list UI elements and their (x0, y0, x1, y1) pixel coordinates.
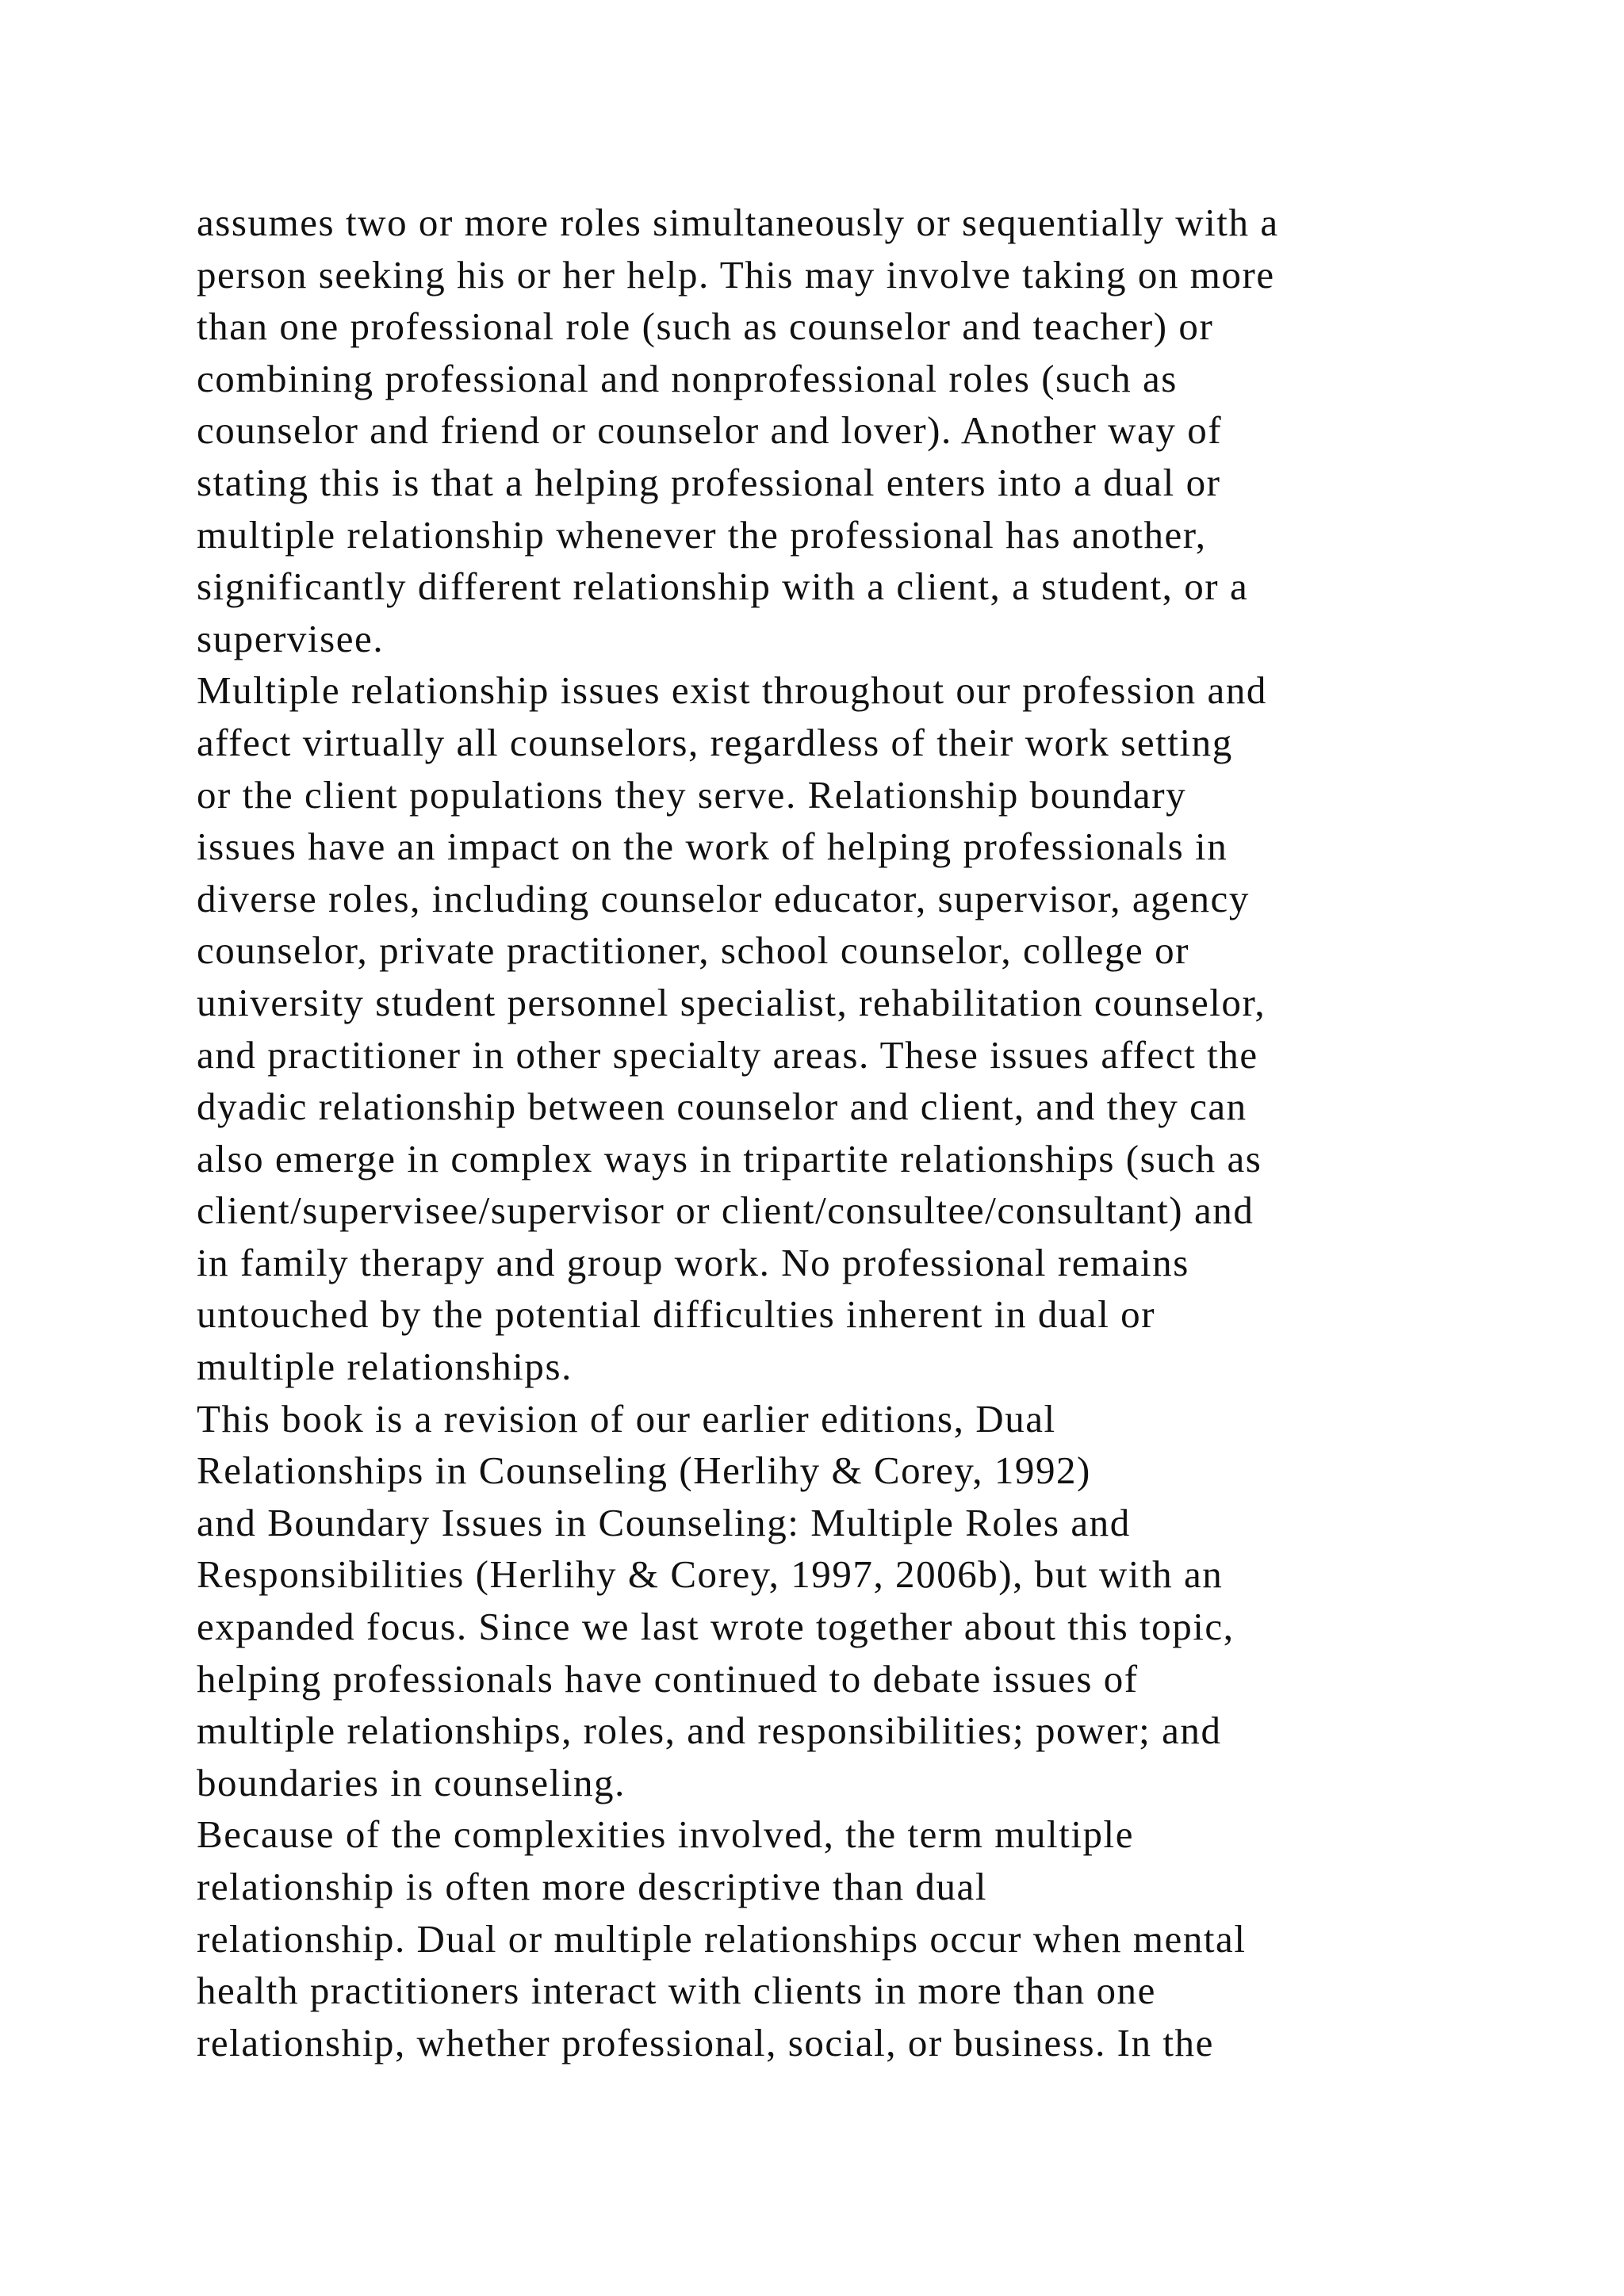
text-line: supervisee. (197, 616, 385, 660)
text-line: counselor and friend or counselor and lover). Another way of (197, 408, 1223, 453)
text-line: Responsibilities (Herlihy & Corey, 1997, 2006b), but with an (197, 1552, 1224, 1597)
text-line: client/supervisee/supervisor or client/consultee/consultant) and (197, 1188, 1254, 1233)
text-line: health practitioners interact with clients in more than one (197, 1969, 1156, 2013)
text-line: relationship is often more descriptive than dual (197, 1865, 987, 1908)
text-line: assumes two or more roles simultaneously or sequentially with a (197, 201, 1279, 244)
text-line: issues have an impact on the work of helping professionals in (197, 825, 1228, 869)
text-line: and practitioner in other specialty areas. These issues affect the (197, 1032, 1258, 1077)
text-line: person seeking his or her help. This may involve taking on more (197, 252, 1275, 297)
text-line: helping professionals have continued to debate issues of (197, 1656, 1139, 1701)
text-line: untouched by the potential difficulties inherent in dual or (197, 1292, 1156, 1337)
text-line: university student personnel specialist, rehabilitation counselor, (197, 980, 1266, 1024)
text-line: multiple relationship whenever the professional has another, (197, 512, 1207, 557)
text-line: relationship, whether professional, social, or business. In the (197, 2020, 1214, 2064)
text-line: or the client populations they serve. Relationship boundary (197, 772, 1187, 817)
text-line: affect virtually all counselors, regardless of their work setting (197, 720, 1233, 764)
text-line: also emerge in complex ways in tripartite relationships (such as (197, 1136, 1262, 1181)
text-line: counselor, private practitioner, school counselor, college or (197, 928, 1190, 973)
text-line: relationship. Dual or multiple relationships occur when mental (197, 1916, 1247, 1961)
text-line: Multiple relationship issues exist throughout our profession and (197, 668, 1267, 713)
text-line: significantly different relationship with a client, a student, or a (197, 564, 1249, 609)
text-line: boundaries in counseling. (197, 1760, 626, 1804)
text-line: Because of the complexities involved, the term multiple (197, 1812, 1135, 1857)
text-line: in family therapy and group work. No professional remains (197, 1240, 1189, 1284)
text-line: than one professional role (such as counselor and teacher) or (197, 304, 1214, 349)
text-line: expanded focus. Since we last wrote together about this topic, (197, 1605, 1235, 1649)
text-line: stating this is that a helping professional enters into a dual or (197, 460, 1221, 504)
text-line: multiple relationships. (197, 1345, 573, 1389)
text-line: and Boundary Issues in Counseling: Multiple Roles and (197, 1500, 1131, 1544)
text-line: combining professional and nonprofessional roles (such as (197, 356, 1178, 400)
text-line: This book is a revision of our earlier editions, Dual (197, 1396, 1056, 1441)
text-line: multiple relationships, roles, and responsibilities; power; and (197, 1709, 1222, 1753)
body-text (197, 197, 1529, 2068)
text-line: diverse roles, including counselor educator, supervisor, agency (197, 876, 1250, 920)
text-line: Relationships in Counseling (Herlihy & Corey, 1992) (197, 1448, 1091, 1493)
text-line: dyadic relationship between counselor and client, and they can (197, 1085, 1247, 1129)
